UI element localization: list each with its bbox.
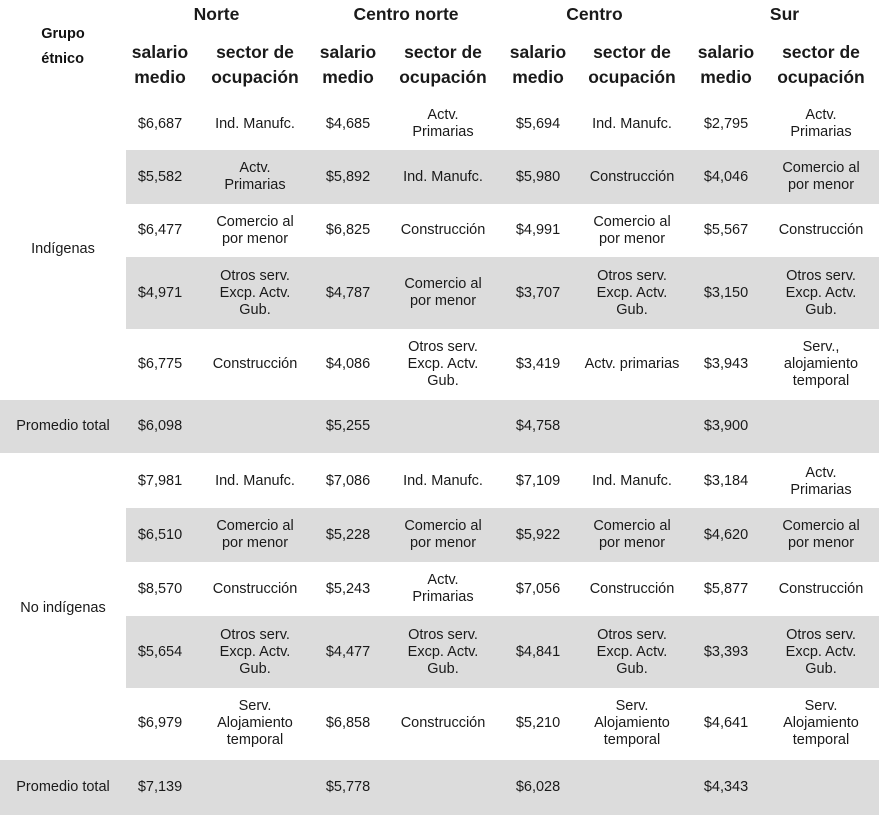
sector-cell: Construcción — [212, 355, 298, 372]
salary-cell: $4,046 — [703, 168, 749, 185]
total-salary-cell: $7,139 — [137, 779, 183, 795]
salary-cell: $2,795 — [703, 115, 749, 132]
salary-cell: $6,687 — [137, 115, 183, 132]
salary-cell: $7,086 — [325, 473, 371, 489]
sector-cell: Otros serv. Excp. Actv. Gub. — [596, 267, 668, 318]
table-row — [126, 455, 879, 508]
sector-cell: Serv. Alojamiento temporal — [594, 697, 670, 748]
salary-cell: $5,567 — [703, 222, 749, 238]
table-row — [126, 329, 879, 399]
sector-cell: Comercio al por menor — [216, 213, 294, 247]
salary-cell: $3,707 — [515, 284, 561, 301]
salary-cell: $4,685 — [325, 115, 371, 132]
salary-cell: $7,056 — [515, 580, 561, 597]
salary-cell: $4,787 — [325, 284, 371, 301]
region-header: Centro norte — [353, 3, 459, 24]
sector-cell: Construcción — [589, 168, 675, 185]
sector-cell: Otros serv. Excp. Actv. Gub. — [596, 626, 668, 677]
salary-cell: $7,981 — [137, 473, 183, 489]
sector-cell: Construcción — [400, 714, 486, 731]
salary-cell: $5,654 — [137, 643, 183, 660]
region-header: Norte — [193, 3, 240, 24]
table-row — [126, 616, 879, 688]
salary-cell: $5,980 — [515, 168, 561, 185]
salary-cell: $4,841 — [515, 643, 561, 660]
total-salary-cell: $5,255 — [325, 418, 371, 434]
salary-cell: $5,694 — [515, 115, 561, 132]
salary-cell: $4,477 — [325, 643, 371, 660]
salary-cell: $4,971 — [137, 284, 183, 301]
salary-cell: $3,419 — [515, 355, 561, 372]
sector-cell: Actv. Primarias — [412, 107, 474, 140]
sector-cell: Comercio al por menor — [404, 276, 482, 309]
sector-cell: Comercio al por menor — [782, 518, 860, 551]
total-row — [0, 760, 879, 815]
sector-cell: Otros serv. Excp. Actv. Gub. — [407, 338, 479, 389]
salary-cell: $3,184 — [703, 473, 749, 489]
sector-cell: Otros serv. Excp. Actv. Gub. — [407, 626, 479, 677]
sector-cell: Construcción — [778, 580, 864, 597]
sector-cell: Ind. Manufc. — [403, 168, 483, 185]
sector-cell: Construcción — [400, 222, 486, 238]
table-row — [126, 204, 879, 257]
salary-column-header: salario medio — [509, 42, 567, 87]
table-row — [126, 150, 879, 204]
sector-cell: Ind. Manufc. — [592, 115, 672, 132]
total-salary-cell: $4,343 — [703, 779, 749, 795]
total-label: Promedio total — [16, 779, 110, 795]
total-salary-cell: $5,778 — [325, 779, 371, 795]
salary-cell: $6,979 — [137, 714, 183, 731]
sector-cell: Otros serv. Excp. Actv. Gub. — [785, 267, 857, 318]
sector-cell: Comercio al por menor — [782, 160, 860, 193]
salary-cell: $3,943 — [703, 355, 749, 372]
salary-cell: $6,858 — [325, 714, 371, 731]
sector-cell: Serv., alojamiento temporal — [783, 338, 859, 389]
sector-cell: Actv. Primarias — [412, 572, 474, 605]
total-salary-cell: $6,028 — [515, 779, 561, 795]
sector-cell: Serv. Alojamiento temporal — [217, 697, 293, 748]
sector-cell: Ind. Manufc. — [592, 473, 672, 489]
sector-cell: Serv. Alojamiento temporal — [783, 697, 859, 748]
salary-column-header: salario medio — [131, 42, 189, 87]
region-header: Centro — [566, 3, 623, 24]
sector-cell: Actv. Primarias — [224, 160, 286, 193]
total-salary-cell: $4,758 — [515, 418, 561, 434]
salary-cell: $5,228 — [325, 526, 371, 543]
sector-cell: Actv. primarias — [584, 355, 680, 372]
sector-cell: Ind. Manufc. — [215, 115, 295, 132]
total-label: Promedio total — [16, 418, 110, 434]
sector-cell: Comercio al por menor — [593, 213, 671, 247]
salary-cell: $6,775 — [137, 355, 183, 372]
salary-cell: $3,393 — [703, 643, 749, 660]
salary-column-header: salario medio — [697, 42, 755, 87]
region-header: Sur — [769, 3, 800, 24]
salary-cell: $5,877 — [703, 580, 749, 597]
salary-cell: $6,510 — [137, 526, 183, 543]
sector-cell: Ind. Manufc. — [403, 473, 483, 489]
sector-column-header: sector de ocupación — [777, 42, 865, 87]
sector-cell: Actv. Primarias — [790, 464, 852, 498]
salary-cell: $3,150 — [703, 284, 749, 301]
salary-cell: $5,582 — [137, 168, 183, 185]
total-salary-cell: $3,900 — [703, 418, 749, 434]
sector-column-header: sector de ocupación — [588, 42, 676, 87]
table-row — [126, 562, 879, 616]
salary-cell: $6,825 — [325, 222, 371, 238]
sector-cell: Comercio al por menor — [404, 518, 482, 551]
salary-column-header: salario medio — [319, 42, 377, 87]
table-row — [126, 688, 879, 758]
sector-column-header: sector de ocupación — [211, 42, 299, 87]
sector-cell: Actv. Primarias — [790, 107, 852, 140]
sector-cell: Construcción — [212, 580, 298, 597]
salary-cell: $5,892 — [325, 168, 371, 185]
ethnic-group-label: No indígenas — [20, 599, 106, 616]
table-row — [126, 98, 879, 150]
sector-cell: Construcción — [589, 580, 675, 597]
salary-cell: $4,620 — [703, 526, 749, 543]
salary-cell: $6,477 — [137, 222, 183, 238]
sector-column-header: sector de ocupación — [399, 42, 487, 87]
salary-cell: $4,641 — [703, 714, 749, 731]
sector-cell: Comercio al por menor — [216, 518, 294, 551]
total-salary-cell: $6,098 — [137, 418, 183, 434]
sector-cell: Otros serv. Excp. Actv. Gub. — [785, 626, 857, 677]
salary-cell: $4,086 — [325, 355, 371, 372]
ethnic-group-label: Indígenas — [31, 241, 95, 257]
salary-cell: $5,243 — [325, 580, 371, 597]
salary-cell: $5,210 — [515, 714, 561, 731]
salary-cell: $5,922 — [515, 526, 561, 543]
table-row — [126, 257, 879, 329]
salary-cell: $4,991 — [515, 222, 561, 238]
sector-cell: Construcción — [778, 222, 864, 238]
group-column-header: Grupo étnico — [41, 26, 85, 67]
sector-cell: Ind. Manufc. — [215, 473, 295, 489]
sector-cell: Otros serv. Excp. Actv. Gub. — [219, 267, 291, 318]
sector-cell: Otros serv. Excp. Actv. Gub. — [219, 626, 291, 677]
sector-cell: Comercio al por menor — [593, 518, 671, 551]
salary-cell: $8,570 — [137, 580, 183, 597]
table-row — [126, 508, 879, 562]
salary-cell: $7,109 — [515, 473, 561, 489]
total-row — [0, 400, 879, 453]
